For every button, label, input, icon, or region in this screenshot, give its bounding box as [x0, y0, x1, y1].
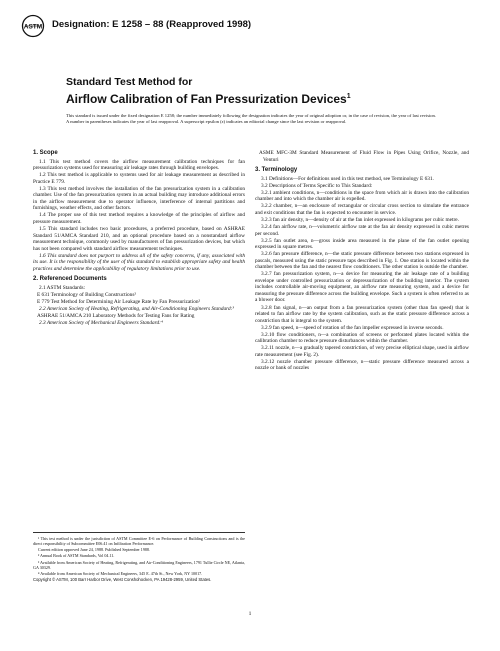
definition-3-2-5: 3.2.5 fan outlet area, n—gross inside area measured in the plane of the fan outlet opening expressed in square metres.: [255, 237, 469, 251]
definition-3-2-2: 3.2.2 chamber, n—an enclosure of rectangular or circular cross section to simulate the entrance and exit conditions that the fan is expected to encounter in service.: [255, 203, 469, 216]
paragraph-1-6: 1.6 This standard does not purport to address all of the safety concerns, if any, associated with its use. It is the responsibility of the user of this standard to establish appropriate safety and health practices and determine the applicability of regulatory limitations prior to use.: [33, 252, 245, 272]
definition-3-2-12: 3.2.12 nozzle chamber pressure difference, n—static pressure difference measured across a nozzle or bank of nozzles: [255, 358, 469, 372]
reference-e631: E 631 Terminology of Building Constructions²: [37, 291, 136, 298]
section-heading-terminology: 3. Terminology: [255, 167, 298, 174]
paragraph-3-2: 3.2 Descriptions of Terms Specific to This Standard:: [261, 182, 373, 189]
paragraph-1-5: 1.5 This standard includes two basic procedures, a preferred procedure, based on ASHRAE Standard 51/AMCA Standard 210, and an optional procedure based on a nonstandard airflow measurement technique, commonly used by manufacturers of fan pressurization devices, but which has not been compared with standard airflow measurement techniques.: [33, 226, 245, 252]
definition-3-2-8: 3.2.8 fan signal, n—an output from a fan pressurization system (other than fan speed) that is related to fan airflow rate by the system calibration, such as the static pressure difference across a constriction that is integral to the system.: [255, 304, 469, 324]
paragraph-2-3: 2.3 American Society of Mechanical Engineers Standard:⁴: [39, 320, 163, 327]
paragraph-3-1: 3.1 Definitions—For definitions used in this test method, see Terminology E 631.: [261, 175, 434, 182]
definition-3-2-7: 3.2.7 fan pressurization system, n—a device for measuring the air leakage rate of a building envelope under controlled pressurization or depressurization of the building interior. The system includes controllable air-moving equipment, an airflow rate measuring system, and a device for measuring the pressure difference across the building envelope. Such a system is often referred to as a blower door.: [255, 271, 469, 304]
title-footnote-ref: 1: [346, 93, 351, 100]
reference-ashrae: ASHRAE 51/AMCA 210 Laboratory Methods for Testing Fans for Rating: [37, 313, 195, 320]
section-heading-scope: 1. Scope: [33, 150, 58, 156]
definition-3-2-11: 3.2.11 nozzle, n—a gradually tapered constriction, of very precise elliptical shape, used in airflow rate measurement (see Fig. 2).: [255, 345, 469, 358]
definition-3-2-9: 3.2.9 fan speed, n—speed of rotation of the fan impeller expressed in inverse seconds.: [261, 324, 444, 331]
section-heading-referenced-documents: 2. Referenced Documents: [33, 276, 107, 283]
designation: Designation: E 1258 – 88 (Reapproved 1998): [52, 19, 252, 30]
title-block: [66, 76, 466, 107]
definition-3-2-4: 3.2.4 fan airflow rate, n—volumetric airflow rate at the fan air density expressed in cubic metres per second.: [255, 223, 469, 237]
title-text: Airflow Calibration of Fan Pressurization Devices: [66, 92, 347, 106]
paragraph-1-3: 1.3 This test method involves the installation of the fan pressurization system in a calibration chamber. Use of the fan pressurization system in an actual building may introduce additional errors in the airflow measurement due to operator influence, interference of internal partitions and furnishings, weather effects, and other factors.: [33, 185, 245, 212]
definition-3-2-1: 3.2.1 ambient conditions, n—conditions in the space from which air is drawn into the calibration chamber and into which the chamber air is expelled.: [255, 189, 469, 203]
reference-e779: E 779 Test Method for Determining Air Leakage Rate by Fan Pressurization²: [37, 298, 201, 305]
astm-logo-icon: [20, 14, 46, 38]
left-column: [33, 150, 245, 327]
paragraph-2-2: 2.2 American Society of Heating, Refrigerating, and Air-Conditioning Engineers Standard:³: [39, 306, 234, 313]
paragraph-1-4: 1.4 The proper use of this test method requires a knowledge of the principles of airflow and pressure measurement.: [33, 212, 245, 225]
footnotes: [33, 532, 245, 577]
definition-3-2-10: 3.2.10 flow conditioners, n—a combination of screens or perforated plates located within the calibration chamber to reduce pressure disturbances within the chamber.: [255, 331, 469, 345]
logo-text: ASTM: [23, 23, 43, 31]
paragraph-1-1: 1.1 This test method covers the airflow measurement calibration techniques for fan pressurization systems used for measuring air leakage rates through building envelopes.: [33, 158, 245, 172]
page-number: 1: [248, 611, 252, 617]
definition-3-2-3: 3.2.3 fan air density, n—density of air at the fan inlet expressed in kilograms per cubic metre.: [261, 216, 459, 223]
copyright-line: Copyright © ASTM, 100 Barr Harbor Drive, West Conshohocken, PA 19428-2959, United States.: [33, 577, 212, 582]
definition-3-2-6: 3.2.6 fan pressure difference, n—the static pressure difference between two stations expressed in pascals, measured using the static pressure taps described in Fig. 1. One station is located within the chamber between the fan and the nearest flow conditioners. The other station is outside the chamber.: [255, 251, 469, 271]
footnote-1-edition: Current edition approved June 24, 1988. Published September 1988.: [38, 547, 150, 553]
title-line-2: [66, 89, 466, 107]
issuance-note: This standard is issued under the fixed designation E 1258; the number immediately following the designation indicates the year of original adoption or, in the case of revision, the year of last revision. A number in parentheses indicates the year of last reapproval. A superscript epsilon (ε) indicates an editorial change since the last revision or reapproval.: [66, 113, 436, 124]
footnote-1: ¹ This test method is under the jurisdiction of ASTM Committee E-6 on Performance of Building Constructions and is the direct responsibility of Subcommittee E06.41 on Infiltration Performance.: [33, 536, 245, 547]
footnote-4: ⁴ Available from American Society of Mechanical Engineers, 345 E. 47th St., New York, NY 10017.: [38, 570, 203, 576]
footnote-2: ² Annual Book of ASTM Standards, Vol 04.11.: [38, 553, 115, 559]
title-line-1: Standard Test Method for: [66, 76, 193, 88]
right-column: [255, 150, 469, 373]
reference-asme: ASME MFC-3M Standard Measurement of Fluid Flow in Pipes Using Orifice, Nozzle, and Venturi: [259, 150, 469, 163]
paragraph-2-1: 2.1 ASTM Standards:: [39, 284, 86, 291]
paragraph-1-2: 1.2 This test method is applicable to systems used for air leakage measurement as described in Practice E 779.: [33, 172, 245, 185]
footnote-3: ³ Available from American Society of Heating, Refrigerating, and Air-Conditioning Engineers, 1791 Tullie Circle NE, Atlanta, GA 30329.: [33, 559, 245, 570]
